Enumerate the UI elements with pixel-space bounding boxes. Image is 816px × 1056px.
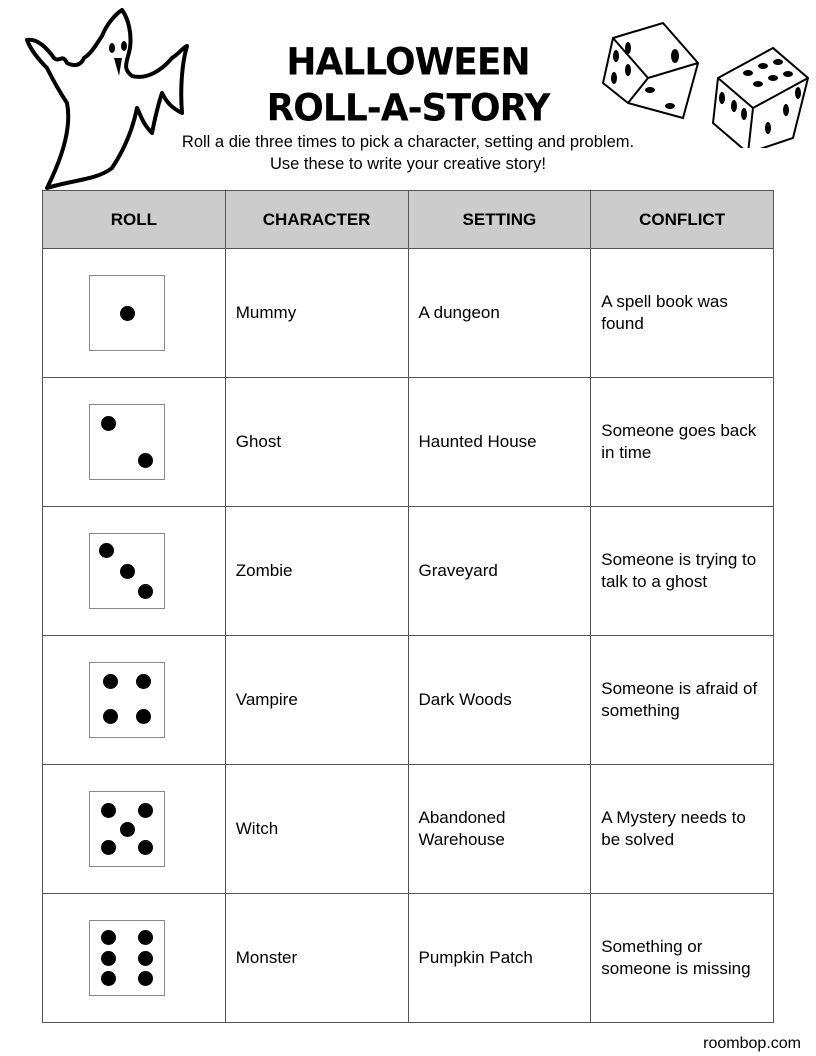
die-pip	[138, 453, 153, 468]
table-header-row	[43, 191, 774, 249]
die-pip	[120, 564, 135, 579]
character-cell: Ghost	[225, 378, 408, 507]
character-cell: Monster	[225, 894, 408, 1023]
die-pip	[103, 674, 118, 689]
header-roll: ROLL	[43, 191, 226, 249]
header-character: CHARACTER	[225, 191, 408, 249]
character-cell: Zombie	[225, 507, 408, 636]
table-row	[43, 765, 774, 894]
die-pip	[101, 840, 116, 855]
conflict-cell: Someone is afraid of something	[591, 636, 774, 765]
setting-cell: Graveyard	[408, 507, 591, 636]
instructions-line-2: Use these to write your creative story!	[269, 155, 547, 173]
dice-icon	[598, 18, 813, 148]
die-pip	[101, 930, 116, 945]
character-cell: Vampire	[225, 636, 408, 765]
instructions-line-1: Roll a die three times to pick a character, setting and problem.	[181, 133, 635, 151]
table-row	[43, 636, 774, 765]
roll-cell	[43, 894, 226, 1023]
die-pip	[136, 709, 151, 724]
title-line-1: HALLOWEEN	[286, 40, 530, 85]
die-pip	[103, 709, 118, 724]
die-pip	[138, 584, 153, 599]
roll-cell	[43, 765, 226, 894]
table-row	[43, 507, 774, 636]
die-pip	[138, 951, 153, 966]
die-face-5-icon	[89, 791, 165, 867]
die-pip	[120, 822, 135, 837]
title-line-2: ROLL-A-STORY	[266, 86, 550, 131]
setting-cell: A dungeon	[408, 249, 591, 378]
setting-cell: Haunted House	[408, 378, 591, 507]
die-face-3-icon	[89, 533, 165, 609]
die-pip	[101, 803, 116, 818]
roll-a-story-table	[42, 190, 774, 1023]
header-setting: SETTING	[408, 191, 591, 249]
die-face-2-icon	[89, 404, 165, 480]
setting-cell: Abandoned Warehouse	[408, 765, 591, 894]
die-pip	[101, 416, 116, 431]
footer-site: roombop.com	[703, 1035, 801, 1052]
setting-cell: Pumpkin Patch	[408, 894, 591, 1023]
character-cell: Witch	[225, 765, 408, 894]
conflict-cell: A Mystery needs to be solved	[591, 765, 774, 894]
die-pip	[138, 971, 153, 986]
table-row	[43, 894, 774, 1023]
die-face-4-icon	[89, 662, 165, 738]
roll-cell	[43, 249, 226, 378]
conflict-cell: Someone is trying to talk to a ghost	[591, 507, 774, 636]
setting-cell: Dark Woods	[408, 636, 591, 765]
die-pip	[120, 306, 135, 321]
die-pip	[99, 543, 114, 558]
table-row	[43, 378, 774, 507]
die-pip	[138, 803, 153, 818]
roll-cell	[43, 378, 226, 507]
die-pip	[101, 971, 116, 986]
table-row	[43, 249, 774, 378]
die-pip	[136, 674, 151, 689]
header-conflict: CONFLICT	[591, 191, 774, 249]
die-pip	[138, 840, 153, 855]
roll-cell	[43, 636, 226, 765]
die-pip	[101, 951, 116, 966]
roll-cell	[43, 507, 226, 636]
conflict-cell: A spell book was found	[591, 249, 774, 378]
die-pip	[138, 930, 153, 945]
conflict-cell: Something or someone is missing	[591, 894, 774, 1023]
character-cell: Mummy	[225, 249, 408, 378]
die-face-6-icon	[89, 920, 165, 996]
conflict-cell: Someone goes back in time	[591, 378, 774, 507]
die-face-1-icon	[89, 275, 165, 351]
